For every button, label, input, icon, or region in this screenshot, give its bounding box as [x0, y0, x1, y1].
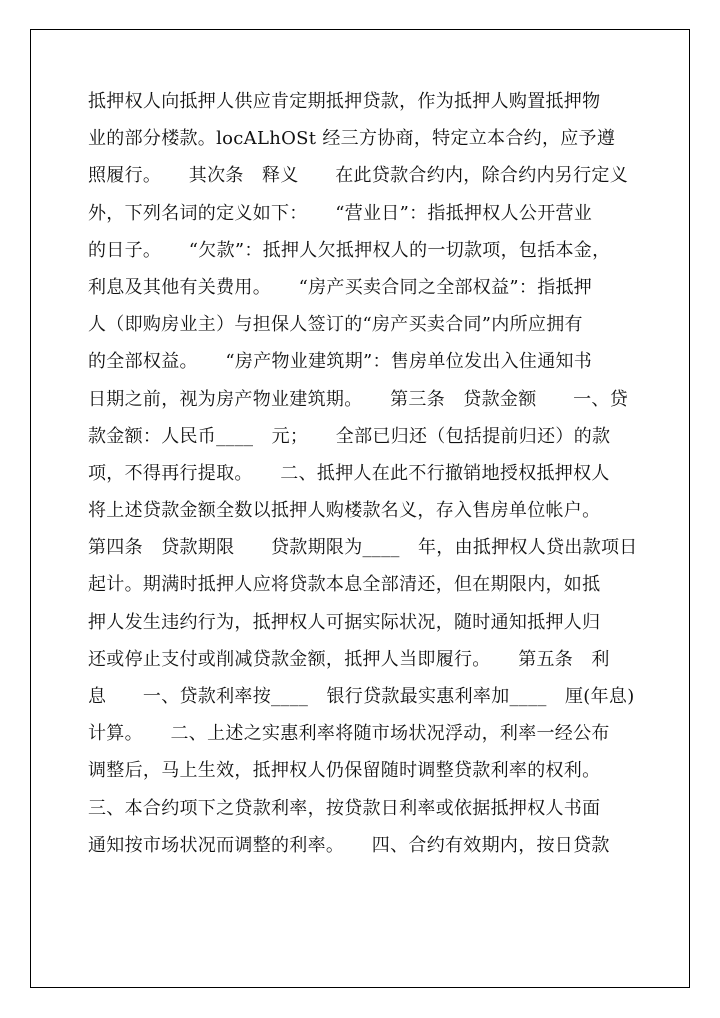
text-line: 日期之前，视为房产物业建筑期。 第三条 贷款金额 一、贷 — [88, 388, 628, 410]
text-line: 项，不得再行提取。 二、抵押人在此不行撤销地授权抵押权人 — [88, 462, 610, 484]
text-line: 照履行。 其次条 释义 在此贷款合约内，除合约内另行定义 — [88, 165, 628, 187]
text-line: 三、本合约项下之贷款利率，按贷款日利率或依据抵押权人书面 — [88, 797, 601, 819]
text-line: 计算。 二、上述之实惠利率将随市场状况浮动，利率一经公布 — [88, 723, 610, 745]
text-line: 外，下列名词的定义如下： “营业日”：指抵押权人公开营业 — [88, 202, 593, 224]
text-line: 起计。期满时抵押人应将贷款本息全部清还，但在期限内，如抵 — [88, 574, 601, 596]
document-body — [88, 83, 638, 864]
text-line: 的日子。 “欠款”：抵押人欠抵押权人的一切款项，包括本金， — [88, 239, 611, 261]
text-line: 息 一、贷款利率按____ 银行贷款最实惠利率加____ 厘(年息) — [88, 686, 635, 707]
text-line: 第四条 贷款期限 贷款期限为____ 年，由抵押权人贷出款项日 — [88, 537, 638, 559]
text-line: 利息及其他有关费用。 “房产买卖合同之全部权益”：指抵押 — [88, 276, 593, 298]
text-line: 的全部权益。 “房产物业建筑期”：售房单位发出入住通知书 — [88, 351, 593, 373]
text-line: 将上述贷款金额全数以抵押人购楼款名义，存入售房单位帐户。 — [88, 500, 601, 522]
text-line: 业的部分楼款。locALhOSt 经三方协商，特定立本合约，应予遵 — [88, 128, 616, 150]
text-line: 抵押权人向抵押人供应肯定期抵押贷款，作为抵押人购置抵押物 — [88, 91, 601, 112]
text-line: 调整后，马上生效，抵押权人仍保留随时调整贷款利率的权利。 — [88, 760, 601, 782]
text-line: 通知按市场状况而调整的利率。 四、合约有效期内，按日贷款 — [88, 834, 610, 856]
text-line: 人（即购房业主）与担保人签订的“房产买卖合同”内所应拥有 — [88, 314, 583, 336]
text-line: 款金额：人民币____ 元； 全部已归还（包括提前归还）的款 — [88, 425, 611, 447]
text-line: 押人发生违约行为，抵押权人可据实际状况，随时通知抵押人归 — [88, 611, 601, 633]
text-line: 还或停止支付或削减贷款金额，抵押人当即履行。 第五条 利 — [88, 648, 610, 670]
